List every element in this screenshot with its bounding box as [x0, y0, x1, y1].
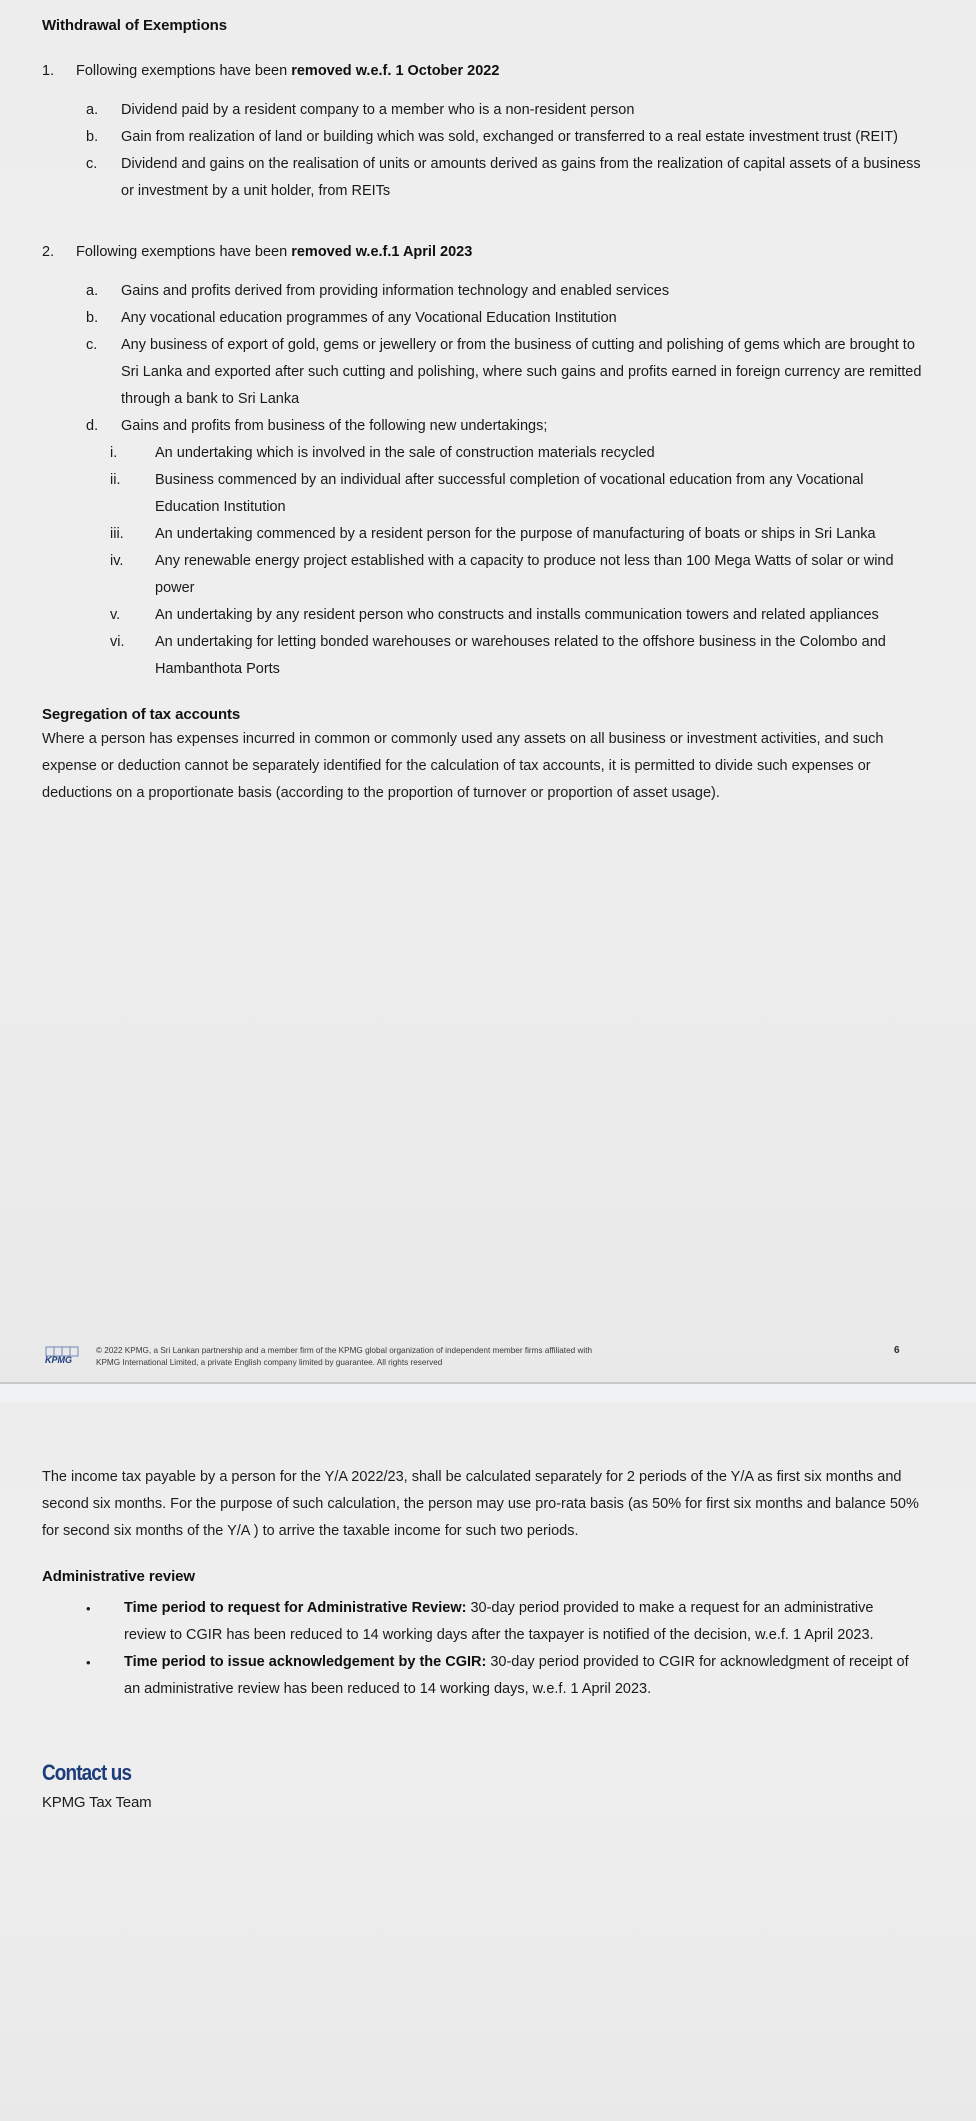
- list-item-label: Time period to issue acknowledgement by the CGIR:: [124, 1654, 487, 1671]
- page-1-content: [0, 0, 976, 807]
- list-item: [42, 305, 934, 332]
- page-1-footer: [0, 1344, 976, 1368]
- numbered-item-2-lead: Following exemptions have been: [76, 244, 292, 261]
- bullet-icon: •: [86, 1601, 91, 1617]
- list-item-marker: vi.: [110, 634, 125, 651]
- svg-text:KPMG: KPMG: [45, 1355, 72, 1365]
- list-item-text: An undertaking by any resident person who constructs and installs communication towers and related appliances: [155, 607, 879, 624]
- list-item-text: Gains and profits from business of the following new undertakings;: [121, 418, 548, 435]
- list-item-marker: iv.: [110, 553, 124, 570]
- list-item: [42, 521, 934, 548]
- page-number: 6: [894, 1345, 900, 1356]
- list-item-marker: a.: [86, 102, 99, 119]
- list-item-text: [124, 1595, 934, 1649]
- page-2-content: [0, 1402, 976, 1813]
- list-item-text: Dividend and gains on the realisation of units or amounts derived as gains from the realization of capital assets of a business or investment by a unit holder, from REITs: [121, 156, 921, 200]
- list-item-text: An undertaking commenced by a resident person for the purpose of manufacturing of boats or ships in Sri Lanka: [155, 526, 876, 543]
- list-item-body: 30-day period provided to CGIR for acknowledgment of receipt of an administrative review has been reduced to 14 working days, w.e.f. 1 April 2023.: [124, 1654, 909, 1698]
- list-item-marker: i.: [110, 445, 118, 462]
- list-item: [42, 548, 934, 602]
- list-item-marker: iii.: [110, 526, 124, 543]
- numbered-item-2-marker: 2.: [42, 244, 55, 261]
- list-item: [42, 278, 934, 305]
- list-item: [42, 1649, 934, 1703]
- list-item-text: An undertaking for letting bonded warehouses or warehouses related to the offshore business in the Colombo and Hambanthota Ports: [155, 634, 886, 678]
- list-item: [42, 151, 934, 205]
- segregation-body: Where a person has expenses incurred in common or commonly used any assets on all business or investment activities, and such expense or deduction cannot be separately identified for the calculation of tax accounts, it is permitted to divide such expenses or deductions on a proportionate basis (according to the proportion of turnover or proportion of asset usage).: [42, 730, 884, 801]
- administrative-review-heading: Administrative review: [42, 1568, 195, 1585]
- list-item: [42, 1595, 934, 1649]
- footer-copyright-line-1: © 2022 KPMG, a Sri Lankan partnership and a member firm of the KPMG global organization of independent member firms affiliated with: [96, 1346, 593, 1355]
- list-item-text: An undertaking which is involved in the sale of construction materials recycled: [155, 445, 655, 462]
- segregation-heading: Segregation of tax accounts: [42, 706, 241, 724]
- income-tax-paragraph: The income tax payable by a person for the Y/A 2022/23, shall be calculated separately for 2 periods of the Y/A as first six months and second six months. For the purpose of such calculation, the person may use pro-rata basis (as 50% for first six months and balance 50% for second six months of the Y/A ) to arrive the taxable income for such two periods.: [42, 1469, 919, 1539]
- numbered-item-2-text: [76, 239, 934, 266]
- list-item-marker: ii.: [110, 472, 121, 489]
- list-item: [42, 124, 934, 151]
- list-item: [42, 97, 934, 124]
- list-item-marker: c.: [86, 156, 98, 173]
- list-item: [42, 467, 934, 521]
- document-page-2: [0, 1402, 976, 2121]
- list-item: [42, 602, 934, 629]
- list-item-marker: d.: [86, 418, 99, 435]
- withdrawal-of-exemptions-heading: Withdrawal of Exemptions: [42, 17, 227, 34]
- numbered-item-1-marker: 1.: [42, 63, 55, 80]
- kpmg-logo-icon: [42, 1344, 86, 1368]
- list-item-text: Gain from realization of land or building which was sold, exchanged or transferred to a real estate investment trust (REIT): [121, 129, 898, 146]
- contact-us-block: [42, 1761, 934, 1813]
- list-item-text: Gains and profits derived from providing information technology and enabled services: [121, 283, 670, 300]
- numbered-item-1-lead: Following exemptions have been: [76, 63, 292, 80]
- list-item-text: Business commenced by an individual after successful completion of vocational education from any Vocational Education Institution: [155, 472, 864, 516]
- contact-us-heading: Contact us: [42, 1760, 132, 1786]
- list-item-text: Any renewable energy project established with a capacity to produce not less than 100 Mega Watts of solar or wind power: [155, 553, 894, 597]
- list-item-marker: v.: [110, 607, 121, 624]
- list-item-text: Any business of export of gold, gems or jewellery or from the business of cutting and polishing of gems which are brought to Sri Lanka and exported after such cutting and polishing, where such gains and profits earned in foreign currency are remitted through a bank to Sri Lanka: [121, 337, 922, 408]
- numbered-item-2-bold: removed w.e.f.1 April 2023: [291, 244, 473, 261]
- list-item-body: 30-day period provided to make a request for an administrative review to CGIR has been reduced to 14 working days after the taxpayer is notified of the decision, w.e.f. 1 April 2023.: [124, 1600, 874, 1644]
- bullet-icon: •: [86, 1655, 91, 1671]
- list-item: [42, 332, 934, 413]
- list-item-text: [124, 1649, 934, 1703]
- list-item: [42, 440, 934, 467]
- numbered-item-2: [42, 239, 934, 266]
- list-item-marker: b.: [86, 310, 99, 327]
- list-item: [42, 629, 934, 683]
- numbered-item-1: [42, 58, 934, 85]
- footer-copyright: [86, 1344, 878, 1368]
- list-item-label: Time period to request for Administrative Review:: [124, 1600, 467, 1617]
- contact-us-team: KPMG Tax Team: [42, 1794, 152, 1812]
- list-item-text: Dividend paid by a resident company to a member who is a non-resident person: [121, 102, 635, 119]
- list-item-marker: c.: [86, 337, 98, 354]
- numbered-item-1-text: [76, 58, 934, 85]
- list-item-text: Any vocational education programmes of any Vocational Education Institution: [121, 310, 617, 327]
- numbered-item-1-bold: removed w.e.f. 1 October 2022: [291, 63, 500, 80]
- list-item-marker: a.: [86, 283, 99, 300]
- footer-copyright-line-2: KPMG International Limited, a private English company limited by guarantee. All rights reserved: [96, 1357, 443, 1367]
- list-item-marker: b.: [86, 129, 99, 146]
- page-break-divider: [0, 1382, 976, 1402]
- list-item: [42, 413, 934, 440]
